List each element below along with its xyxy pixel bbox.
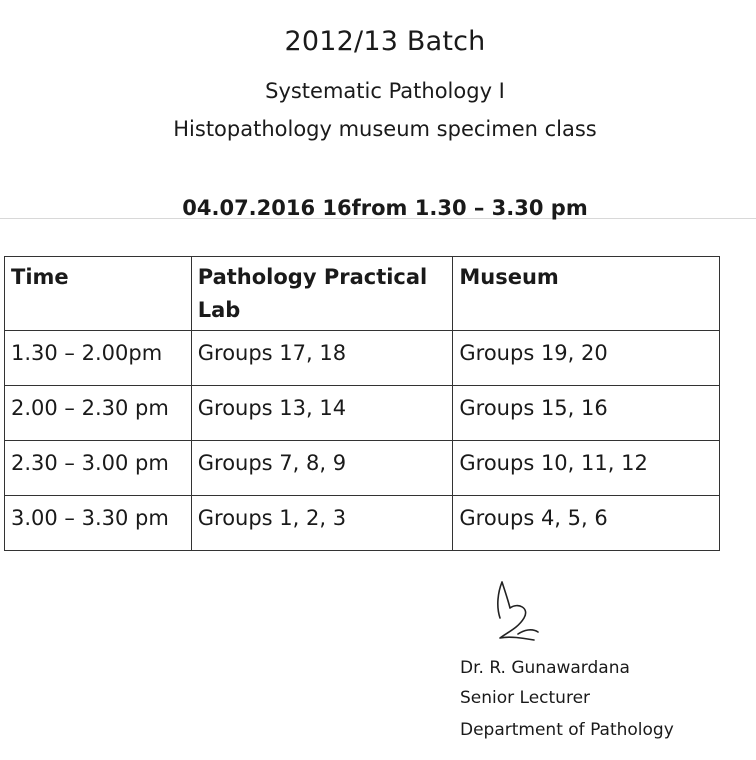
cell-time: 2.30 – 3.00 pm xyxy=(5,441,192,496)
table-row xyxy=(5,441,720,496)
date-time-line: 04.07.2016 16from 1.30 – 3.30 pm xyxy=(182,196,588,220)
cell-museum: Groups 19, 20 xyxy=(453,331,720,386)
cell-time: 1.30 – 2.00pm xyxy=(5,331,192,386)
cell-lab: Groups 17, 18 xyxy=(191,331,453,386)
header-museum: Museum xyxy=(453,257,720,331)
signatory-name: Dr. R. Gunawardana xyxy=(460,658,630,678)
signatory-title: Senior Lecturer xyxy=(460,688,591,708)
table-row xyxy=(5,496,720,551)
cell-museum: Groups 4, 5, 6 xyxy=(453,496,720,551)
header-time: Time xyxy=(5,257,192,331)
handwritten-signature xyxy=(488,578,548,648)
table-row xyxy=(5,386,720,441)
header-lab: Pathology Practical Lab xyxy=(191,257,453,331)
cell-lab: Groups 13, 14 xyxy=(191,386,453,441)
cell-lab: Groups 1, 2, 3 xyxy=(191,496,453,551)
course-title: Systematic Pathology I xyxy=(265,79,505,103)
cell-museum: Groups 15, 16 xyxy=(453,386,720,441)
table-row xyxy=(5,331,720,386)
cell-museum: Groups 10, 11, 12 xyxy=(453,441,720,496)
cell-time: 3.00 – 3.30 pm xyxy=(5,496,192,551)
signatory-department: Department of Pathology xyxy=(460,720,674,740)
cell-time: 2.00 – 2.30 pm xyxy=(5,386,192,441)
cell-lab: Groups 7, 8, 9 xyxy=(191,441,453,496)
batch-title: 2012/13 Batch xyxy=(284,26,486,57)
class-title: Histopathology museum specimen class xyxy=(173,117,597,141)
schedule-table xyxy=(4,256,720,551)
table-header-row xyxy=(5,257,720,331)
